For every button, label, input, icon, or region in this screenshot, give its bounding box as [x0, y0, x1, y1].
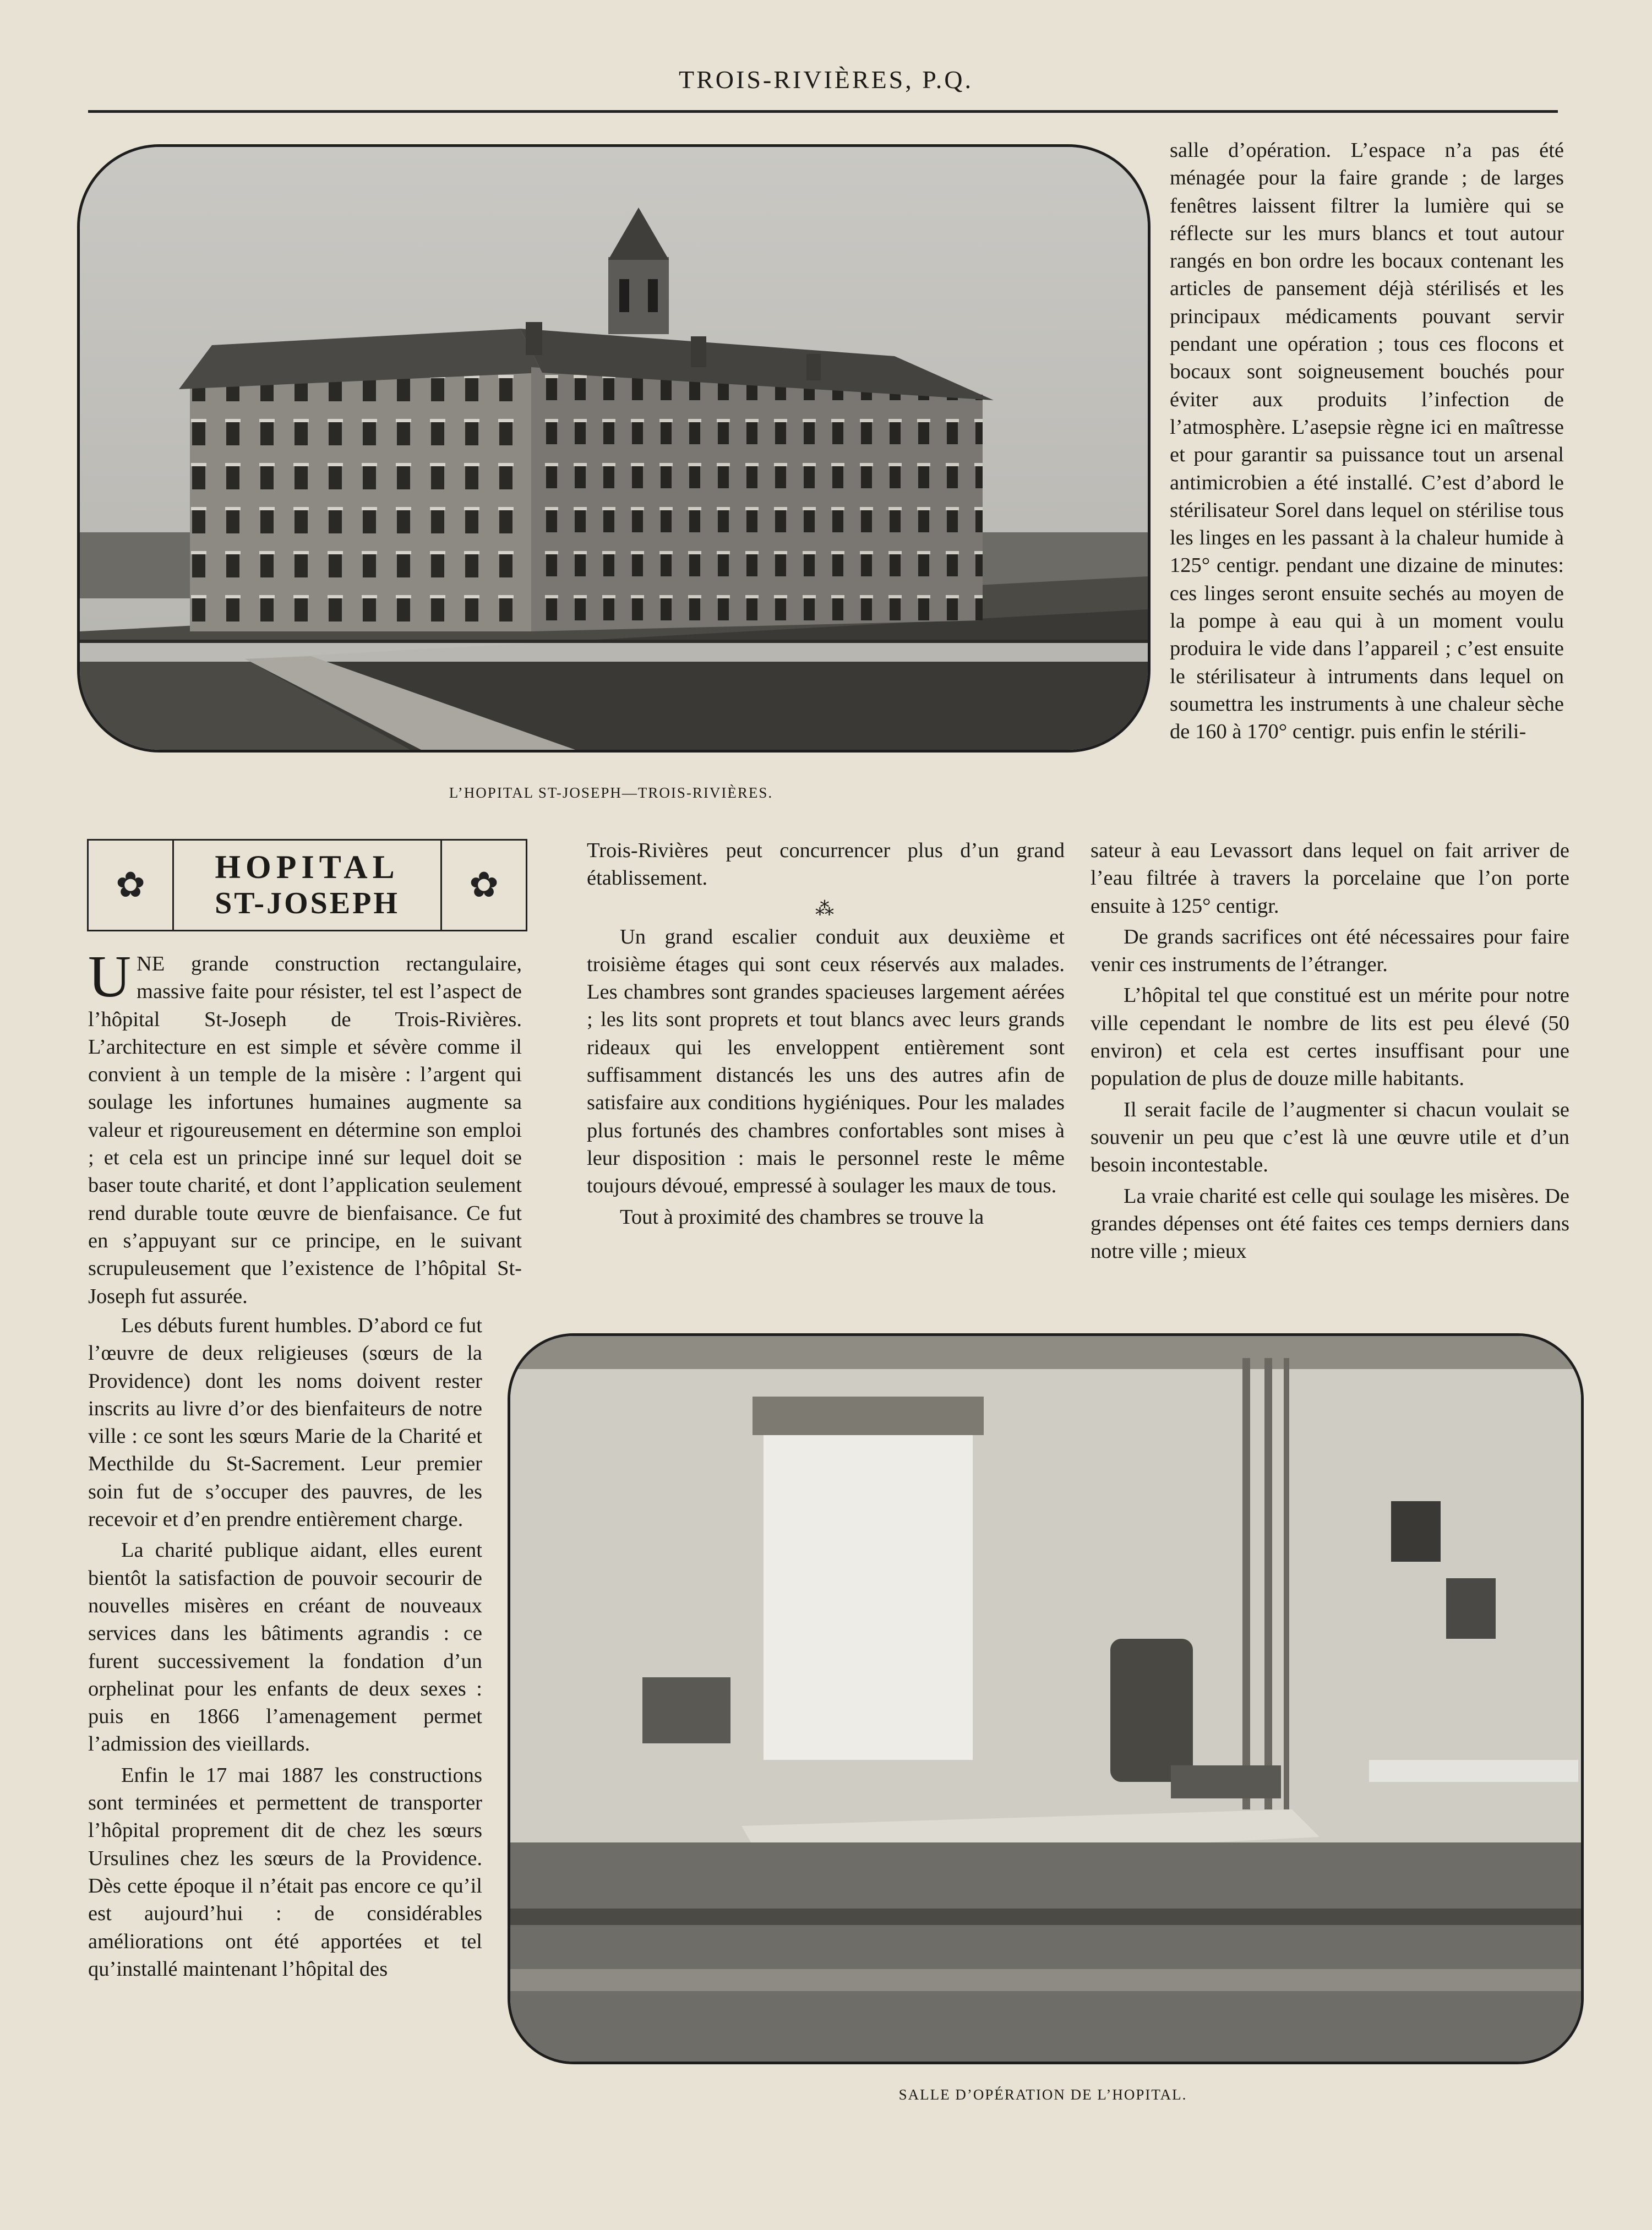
section-break-asterism: ⁂ [815, 898, 836, 919]
header-rule [88, 110, 1558, 113]
paragraph: La vraie charité est celle qui soulage les misères. De grandes dépenses ont été faites ces temps derniers dans notre ville ; mieux [1091, 1184, 1569, 1263]
paragraph: Les débuts furent humbles. D’abord ce fut l’œuvre de deux religieuses (sœurs de la Providence) dont les noms doivent rester inscrits au livre d’or des bienfaiteurs de notre ville : ce sont les sœurs Marie de la Charité et Mecthilde du St-Sacrement. Leur premier soin fut de s’occuper des pauvres, de les recevoir et d’en prendre entièrement charge. [88, 1314, 482, 1531]
column-1-upper [88, 944, 522, 1313]
paragraph: Trois-Rivières peut concurrencer plus d’un grand établissement. [587, 839, 1065, 890]
paragraph: Il serait facile de l’augmenter si chacun voulait se souvenir un peu que c’est là une œuvre utile et d’un besoin incontestable. [1091, 1098, 1569, 1177]
column-3-upper [1170, 137, 1564, 749]
paragraph [88, 944, 522, 1310]
article-title-line1: HOPITAL [215, 849, 400, 885]
running-head: TROIS-RIVIÈRES, P.Q. [679, 66, 973, 94]
article-title-line2: ST-JOSEPH [215, 886, 400, 920]
drop-cap: U [88, 944, 131, 1010]
paragraph: Tout à proximité des chambres se trouve la [620, 1205, 984, 1229]
paragraph: La charité publique aidant, elles eurent bientôt la satisfaction de pouvoir secourir de nouvelles misères en créant de nouveaux services dans les bâtiments agrandis : ce furent successivement la fondation d’un orphelinat pour les enfants de deux sexes : puis en 1866 l’amenagement permet l’admission des vieillards. [88, 1539, 482, 1756]
article-title [172, 841, 442, 930]
paragraph-text: NE grande construction rectangulaire, massive faite pour résister, tel est l’aspect de l’hôpital St-Joseph de Trois-Rivières. L’architecture en est simple et sévère comme il convient à un temple de la misère : l’argent qui soulage les infortunes humaines augmente sa valeur et rigoureusement en détermine son emploi ; et cela est un principe inné sur lequel doit se baser toute charité, et dont l’application seulement rend durable toute œuvre de bienfaisance. Ce fut en s’appuyant sur ce principe, en le suivant scrupuleusement que l’existence de l’hôpital St-Joseph fut assurée. [88, 952, 522, 1308]
paragraph: salle d’opération. L’espace n’a pas été ménagée pour la faire grande ; de larges fenêtres laissent filtrer la lumière qui se réflecte sur les murs blancs et tout autour rangés en bon ordre les bocaux contenant les articles de pansement déjà stérilisés et les principaux médicaments pouvant servir pendant une opération ; tous ces flocons et bocaux sont soigneusement bouchés pour éviter aux produits l’infection de l’atmosphère. L’asepsie règne ici en maîtresse et pour garantir sa puissance tout un arsenal antimicrobien a été installé. C’est d’abord le stérilisateur Sorel dans lequel on stérilise tous les linges en les passant à la chaleur humide à 125° centigr. pendant une dizaine de minutes: ces linges seront ensuite sechés au moyen de la pompe à eau qui à un moment voulu produira le vide dans l’appareil ; c’est ensuite le stérilisateur à intruments dans lequel on soumettra les instruments à une chaleur sèche de 160 à 170° centigr. puis enfin le stérili- [1170, 139, 1564, 744]
operating-room-photo [508, 1333, 1584, 2064]
paragraph: sateur à eau Levassort dans lequel on fait arriver de l’eau filtrée à travers la porcelaine que l’on porte ensuite à 125° centigr. [1091, 839, 1569, 918]
paragraph: De grands sacrifices ont été nécessaires pour faire venir ces instruments de l’étranger. [1091, 925, 1569, 977]
flower-ornament-icon: ✿ [469, 865, 499, 904]
column-2 [587, 837, 1065, 1234]
article-title-box [87, 839, 527, 931]
paragraph: L’hôpital tel que constitué est un mérite pour notre ville cependant le nombre de lits est peu élevé (50 environ) et cela est certes insuffisant pour une population de plus de douze mille habitants. [1091, 984, 1569, 1091]
operating-room-illustration [510, 1336, 1581, 2062]
flower-ornament-icon: ✿ [116, 865, 145, 904]
hospital-photo [77, 144, 1151, 753]
hospital-illustration [80, 147, 1148, 750]
paragraph: Enfin le 17 mai 1887 les constructions sont terminées et permettent de transporter l’hôpital proprement dit de chez les sœurs Ursulines chez les sœurs de la Providence. Dès cette époque il n’était pas encore ce qu’il est aujourd’hui : de considérables améliorations ont été apportées et tel qu’installé maintenant l’hôpital des [88, 1763, 482, 1981]
column-3-lower [1091, 837, 1569, 1268]
paragraph: Un grand escalier conduit aux deuxième et troisième étages qui sont ceux réservés aux malades. Les chambres sont grandes spacieuses largement aérées ; les lits sont proprets et tout blancs avec leurs grands rideaux qui les enveloppent entièrement sont suffisamment distancés les uns des autres afin de satisfaire aux conditions hygiéniques. Pour les malades plus fortunés des chambres confortables sont mises à leur disposition : mais le personnel reste le même toujours dévoué, empressé à soulager les maux de tous. [587, 925, 1065, 1198]
operating-room-photo-caption: SALLE D’OPÉRATION DE L’HOPITAL. [898, 2086, 1187, 2103]
column-1-lower [88, 1312, 482, 1986]
hospital-photo-caption: L’HOPITAL ST-JOSEPH—TROIS-RIVIÈRES. [449, 784, 773, 801]
